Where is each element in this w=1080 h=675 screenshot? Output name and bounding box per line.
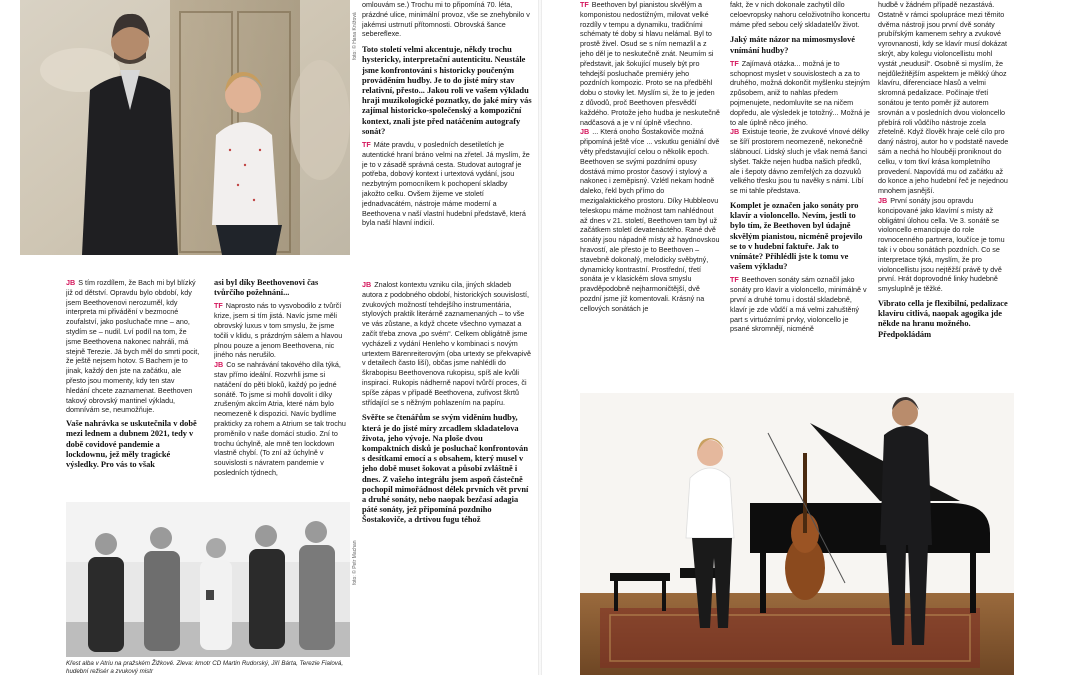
article-column-3 — [878, 0, 1012, 388]
right-page — [542, 0, 1080, 675]
speaker-tag: JB — [362, 280, 372, 289]
interview-answer — [66, 278, 200, 415]
photo-caption: Křest alba v Atriu na pražském Žižkově. Zleva: kmotr CD Martin Rudorský, Jiří Bárta, Terezie Fialová, hudební režisér a zvukový mistr — [66, 660, 344, 675]
interview-question: Toto století velmi akcentuje, někdy trochu hystericky, interpretační autenticitu. Neustále jsme konfrontováni s historicky poučeným prováděním hudby. Je to do jisté míry stav relativní, přesto... Jakou roli ve vašem výkladu hraji muzikologické poznatky, do jaké míry vás zajímal historicko-společenský a kompoziční kontext, znali jste před natáčením autografy sonát? — [362, 45, 532, 136]
article-column-1 — [362, 0, 532, 280]
speaker-tag: JB — [214, 360, 224, 370]
answer-text: Existuje teorie, že zvukové vlnové délky se šíří prostorem neomezeně, nekonečně slábnoucí. Lidský sluch je však nemá šanci slyšet. Takže nejen hudba našich předků, ale i šepoty dávno zemřelých za dozvuků velkého třesku jsou tu navěky s námi. Líbí se mi tahle představa. — [730, 127, 869, 196]
interview-question: Vaše nahrávka se uskutečnila v době mezi lednem a dubnem 2021, tedy v době covidové pandemie a lockdownu, jež měly tragické výsledky. Pro vás to však — [66, 419, 197, 469]
portrait-photo — [20, 0, 350, 255]
answer-text: Máte pravdu, v posledních desetiletích je autentické hraní bráno velmi na zřetel. Já myslím, že je to v zásadě správná cesta. Studovat autograf je potřeba, dobový kontext i urtextová vydání, jsou nezbytným pomocníkem k pochopení skladby jakožto celku. Ovšem žijeme ve století jednadvacátém, nástroje máme moderní a Beethovena v naší vlastní hudební představě, která byla naší hlavní indicií. — [362, 140, 530, 228]
interview-question: Vibrato cella je flexibilní, pedalizace klavíru citlivá, naopak agogika jde někde na hranu možného. Předpokládám — [878, 298, 1008, 339]
speaker-tag: TF — [214, 301, 223, 311]
speaker-tag: TF — [730, 58, 739, 68]
interview-answer — [580, 0, 720, 127]
interview-answer — [730, 275, 870, 334]
group-photo — [66, 502, 350, 657]
body-text: hudbě v žádném případě nezastává. Ostatně v rámci spolupráce mezi těmito dvěma nástroji jsou první dvě sonáty prubířským kamenem sehry a zvukové vyrovnanosti, kdy se klavír musí dokázat skrýt, aby kolegu violoncellistu mohl vystát „neudusil“. Osobně si myslím, že nejdůležitějším aspektem je měkký úhoz klavíru, diferenciace hlasů a velmi skromná pedalizace. Počínaje třetí sonátou je tento poměr již autorem srovnán a v posledních dvou violoncello přebírá roli vůdčího nástroje zcela zřetelně. Když člověk hraje celé cílo pro daný nástroj, autor ho v podstatě navede sám a nechá ho hlouběji proniknout do celku, v tom tkví krása kompletního provedení. Napovídá mu od začátku až do konce a jeho hudební řeč je nejednou mnohem jasnější. — [878, 0, 1009, 196]
duo-photo — [580, 393, 1014, 675]
interview-answer — [362, 140, 532, 228]
speaker-tag: JB — [66, 278, 76, 287]
article-column-2 — [730, 0, 870, 390]
speaker-tag: TF — [580, 0, 589, 9]
article-column-a — [66, 278, 200, 498]
interview-question: Jaký máte názor na mimosmyslové vnímání hudby? — [730, 35, 855, 55]
interview-question: asi byl díky Beethovenovi čas tvůrčího požehnání... — [214, 278, 319, 298]
photo-credit: foto: © Petr Machan — [352, 540, 358, 585]
answer-text: ... Která onoho Šostakoviče možná připomíná ještě více ... vskutku geniální dvě věty představující celou o několik epoch. Beethoven se svými pozdními opusy dostává mimo prostor časový i stylový a nakonec i zeměpisný. Vzlétl nekam hodně daleko, řekl bych přímo do mezigalaktického prostoru. Díky Hubbleovu teleskopu máme možnost tam nahlédnout až dnes v 21. století, Beethoven tam byl už začátkem století devatenáctého. Rané dvě sonáty jsou nápadně místy až haydnovskou hravostí, ale přesto je to Beethoven – stavebně dokonalý, melodicky svěbytný, dynamicky kontrastní. Prostřední, třetí sonáta je v klasickém slova smyslu pravděpodobně nejharmoničtější, dvě pozdní jsme již komentovali. Krásný na cellových sonátách je — [580, 127, 720, 313]
interview-answer — [730, 59, 870, 128]
article-column-b — [214, 278, 350, 500]
photo-credit: foto: © Hana Knížová — [352, 12, 358, 60]
answer-text: Co se nahrávání takového díla týká, stav přímo ideální. Rozvrhli jsme si natáčení do pěti bloků, každý po jedné sonátě. To jsme si mohli dovolit i díky zrušeným akcím Atria, které nám bylo neomezeně k dispozici. Navíc bydlíme prakticky za rohem a Atrium se tak trochu proměnilo v naše domácí studio. Zní to trochu úchylně, ale mně ten lockdown vlastně chybí. (To zní až úchylně v souvislosti s návratem pandemie v posledních týdnech, — [214, 360, 346, 477]
speaker-tag: JB — [580, 127, 590, 137]
interview-answer — [878, 196, 1012, 294]
body-text: fakt, že v nich dokonale zachytil dílo celoevropsky nahoru celoživotního koncertu máme před sebou celý skladatelův život. — [730, 0, 870, 29]
interview-question: Komplet je označen jako sonáty pro klavír a violoncello. Nevím, jestli to bylo tím, že Beethoven byl údajně skvělým pianistou, nicméně projevilo se to v hudební faktuře. Jak to vnímáte? Přihlédli jste k tomu ve vašem výkladu? — [730, 200, 863, 272]
speaker-tag: TF — [730, 275, 739, 285]
interview-answer — [580, 127, 720, 313]
article-column-c — [362, 280, 532, 675]
portrait-photo-illustration — [20, 0, 350, 255]
interview-answer — [362, 280, 532, 407]
interview-answer — [214, 360, 350, 478]
group-photo-illustration — [66, 502, 350, 657]
interview-question: Svěřte se čtenářům se svým viděním hudby, která je do jisté míry zrcadlem skladatelova života, jeho vývoje. Na ploše dvou kompaktních disků je posluchač konfrontován s desítkami emocí a s obsahem, který musel v jeho době muset šokovat a působí zvláštně i dnes. Z vašeho integrálu jsem aspoň částečně pochopil mimořádnost délek prvních vět první a druhé sonáty, nebo naopak bezčasí adagia páté sonáty, jež připomíná pozdního Šostakoviče, a drtivou fugu téhož — [362, 413, 529, 525]
left-page — [0, 0, 538, 675]
article-column-1 — [580, 0, 720, 390]
interview-answer — [214, 301, 350, 360]
body-text: omlouvám se.) Trochu mi to připomíná 70. léta, prázdné ulice, minimální provoz, vše se znehybnilo v jakémsi ustrnutí přítomnosti. Obrovská šance sebereflexe. — [362, 0, 530, 39]
answer-text: Naprosto nás to vysvobodilo z tvůrčí krize, jsem si tím jistá. Navíc jsme měli obrovský luxus v tom smyslu, že jsme točili v klidu, s prázdným sálem a hlavou plnou pouze a jenom Beethovena, nic jiného nás nerušilo. — [214, 301, 343, 360]
interview-answer — [730, 127, 870, 196]
answer-text: Beethoven byl pianistou skvělým a komponistou nedostižným, milovat velké rozdíly v tempu a dynamiku, tradičními schématy té doby si hlavu nelámal. Byl to prostě živel. Osud se s ním nemazlil a z jeho děl je to neskutečně znát. Neumím si představit, jak šokující musely být pro tehdejší posluchače premiéry jeho pozdních kompozic. Proto se na předběhl dobu o stovky let. Myslím si, že to je jeden z důvodů, proč Beethoven přesvědčí každého. Protože jeho hudba je neskutečně nadčasová a je v ní úplně všechno. — [580, 0, 720, 127]
duo-photo-illustration — [580, 393, 1014, 675]
answer-text: První sonáty jsou opravdu koncipované jako klavírní s místy až obligátní úlohou cella. Ve 3. sonátě se violoncello emancipuje do role rovnocenného partnera, loučíce je tomu tak i v obou sonátách pozdních. Co se interpretace týká, myslím, že pro violoncellistu jsou nejtěžší právě ty dvě první. Hrát doprovodné linky hudebně smysluplně je těžké. — [878, 195, 1005, 294]
answer-text: S tím rozdílem, že Bach mi byl blízký již od dětství. Opravdu bylo období, kdy jsem Beethovenovi nerozuměl, kdy interpreta mi přivádění v bezmocné zoufalství, jako posluchače mne – ano, stydím se – nudil. Lví podíl na tom, že jsme Beethovena nakonec nahráli, má stejně Terezie. Já bych měl do smrti pocit, že ještě nejsem hotov. S Bachem je to jinak, každý den jste na začátku, ale přesto jsou momenty, kdy ten stav hledání chcete zaznamenat. Beethoven takový obrovský mantinel výkladu, domnívám se, neumožňuje. — [66, 278, 200, 415]
speaker-tag: JB — [878, 195, 888, 205]
answer-text: Znalost kontextu vzniku cila, jiných skladeb autora z podobného období, historických souvislostí, zvukových možností tehdejšího instrumentária, stylových praktik literárně zaznamenaných – to vše ve vás zůstane, a když chcete všechno vymazat a začít třeba znova „po svém“. Celkem obligátně jsme vycházeli z vydání Henleho v kombinaci s novým urtextem Bärenreiterovým (oba urtexty se překvapivě v detailech často liší), občas jsme nahlédli do škrabopisu Beethovenova rukopisu, spíš ale kvůli inspiraci. Rukopis nádherně napoví tvůrčí proces, či spíše zápas v případě Beethovena, zuřivost škrtů střídající se s něžným pohlazením na papíru. — [362, 280, 531, 407]
answer-text: Zajímavá otázka... možná je to schopnost myslet v souvislostech a za to druhého, možná dokončit myšlenku stejným způsobem, aniž to nahlas předem pojmenujete, nedomluvíte se na ničem dopředu, ale výsledek je totožný... Možná je to ale úplně něco jiného. — [730, 58, 870, 127]
answer-text: Beethoven sonáty sám označil jako sonáty pro klavír a violoncello, minimálně v první a druhé tomu i dostál skladebně, klavír je zde vůdčí a má velmi zahuštěný part s virtuózními prvky, violoncello je psané skromnějí, nicméně — [730, 275, 867, 334]
speaker-tag: TF — [362, 140, 371, 150]
speaker-tag: JB — [730, 127, 740, 137]
